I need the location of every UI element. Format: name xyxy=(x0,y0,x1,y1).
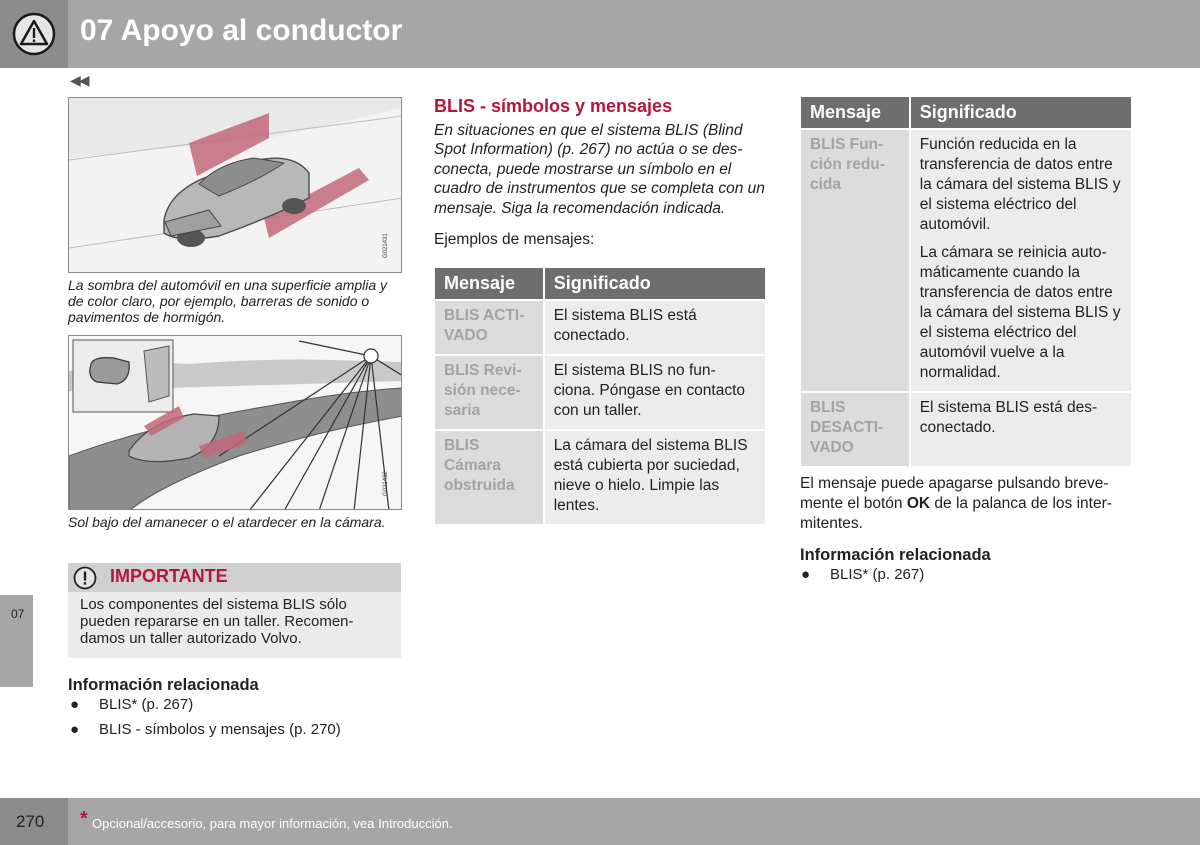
ok-button-label: OK xyxy=(906,495,931,512)
chapter-tab-number: 07 xyxy=(11,607,25,621)
table-header-row xyxy=(800,97,1132,129)
note-text: El mensaje puede apagarse pulsando breve-mente el botón xyxy=(800,475,1109,512)
meaning-cell xyxy=(910,129,1132,392)
message-cell: BLIS Fun-ción redu-cida xyxy=(800,129,910,392)
exclamation-icon xyxy=(73,566,97,590)
bullet-icon: ● xyxy=(70,721,80,738)
note-text: de la palanca de los inter-mitentes. xyxy=(800,495,1112,532)
low-sun-illustration xyxy=(69,336,402,510)
section-title: BLIS - símbolos y mensajes xyxy=(434,96,673,116)
bullet-icon: ● xyxy=(801,566,811,583)
table-row xyxy=(800,129,1132,392)
figure-caption: La sombra del automóvil en una superficie amplia y de color claro, por ejemplo, barreras de sonido o pavimentos de hormigón. xyxy=(68,277,388,325)
important-body: Los componentes del sistema BLIS sólo pueden repararse en un taller. Recomen-damos un taller autorizado Volvo. xyxy=(68,592,401,658)
meaning-cell: El sistema BLIS está conectado. xyxy=(544,300,766,355)
table-row xyxy=(434,430,766,525)
table-header-row xyxy=(434,268,766,300)
figure-code: G021431 xyxy=(383,233,389,258)
messages-table xyxy=(433,268,767,526)
column-header: Significado xyxy=(544,268,766,300)
related-link[interactable]: BLIS* (p. 267) xyxy=(830,566,925,583)
figure-low-sun xyxy=(68,335,402,510)
related-link[interactable]: BLIS* (p. 267) xyxy=(99,696,194,713)
column-header: Mensaje xyxy=(800,97,910,129)
figure-car-shadow xyxy=(68,97,402,273)
table-row xyxy=(800,392,1132,467)
meaning-cell: La cámara del sistema BLIS está cubierta por suciedad, nieve o hielo. Limpie las lentes. xyxy=(544,430,766,525)
page-number: 270 xyxy=(16,812,45,831)
bullet-icon: ● xyxy=(70,696,80,713)
double-left-arrow-icon[interactable]: ◀◀ xyxy=(70,72,88,88)
warning-triangle-icon xyxy=(12,12,56,56)
column-header: Mensaje xyxy=(434,268,544,300)
meaning-paragraph: Función reducida en la transferencia de datos entre la cámara del sistema BLIS y el sistema eléctrico del automóvil. xyxy=(919,136,1121,233)
meaning-cell: El sistema BLIS está des-conectado. xyxy=(910,392,1132,467)
column-header: Significado xyxy=(910,97,1132,129)
dismiss-note xyxy=(800,474,1132,534)
table-row xyxy=(434,355,766,430)
message-cell: BLIS Revi-sión nece-saria xyxy=(434,355,544,430)
meaning-cell: El sistema BLIS no fun-ciona. Póngase en contacto con un taller. xyxy=(544,355,766,430)
chapter-title: 07 Apoyo al conductor xyxy=(80,14,403,47)
figure-caption: Sol bajo del amanecer o el atardecer en la cámara. xyxy=(68,514,386,530)
figure-code: G021432 xyxy=(383,471,389,496)
table-row xyxy=(434,300,766,355)
related-link[interactable]: BLIS - símbolos y mensajes (p. 270) xyxy=(99,721,341,738)
related-info-heading: Información relacionada xyxy=(68,676,259,694)
intro-text: En situaciones en que el sistema BLIS (Blind Spot Information) (p. 267) no actúa o se des-conecta, puede mostrarse un símbolo en el cuadro de instrumentos que se completa con un mensaje. Siga la recomendación indicada. xyxy=(434,122,765,217)
important-title: IMPORTANTE xyxy=(110,566,228,586)
related-info-heading: Información relacionada xyxy=(800,546,991,564)
car-shadow-illustration xyxy=(69,98,402,273)
meaning-paragraph: La cámara se reinicia auto-máticamente cuando la transferencia de datos entre la cámara del sistema BLIS y el sistema eléctrico del automóvil vuelve a la normalidad. xyxy=(919,244,1121,381)
footnote-star: * xyxy=(80,808,88,830)
messages-table-continued xyxy=(799,97,1133,468)
footnote-text: Opcional/accesorio, para mayor información, vea Introducción. xyxy=(92,816,453,831)
message-cell: BLIS DESACTI-VADO xyxy=(800,392,910,467)
message-cell: BLIS ACTI-VADO xyxy=(434,300,544,355)
examples-label: Ejemplos de mensajes: xyxy=(434,231,595,248)
message-cell: BLIS Cámara obstruida xyxy=(434,430,544,525)
